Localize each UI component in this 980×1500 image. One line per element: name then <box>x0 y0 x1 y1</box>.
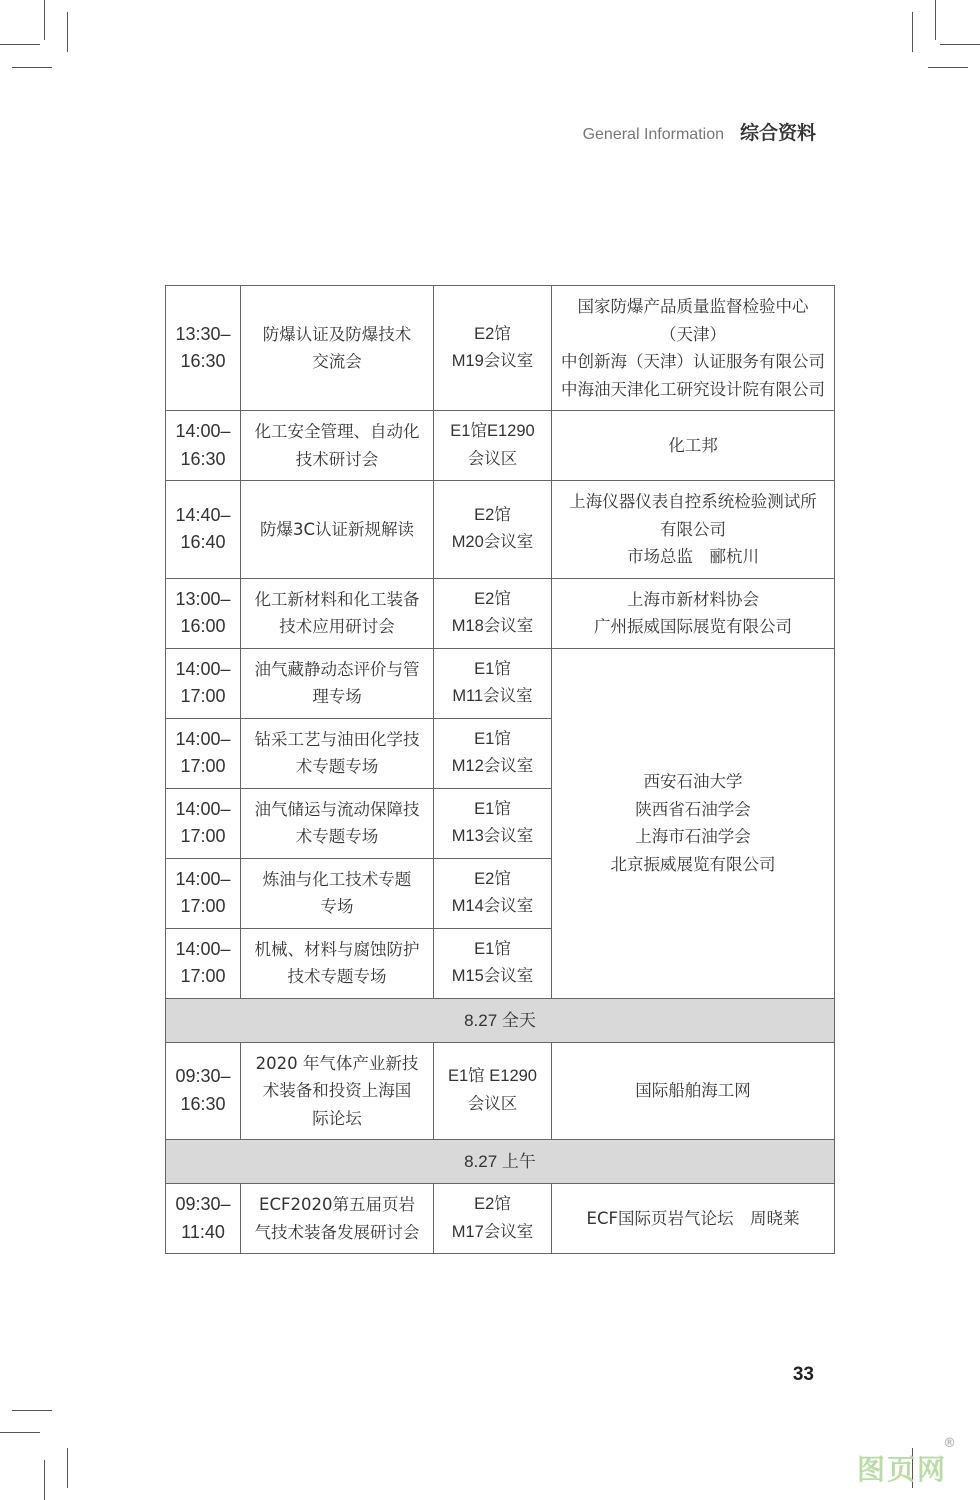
table-row <box>166 578 835 648</box>
section-row <box>166 998 835 1042</box>
organizer-cell: 国家防爆产品质量监督检验中心 （天津） 中创新海（天津）认证服务有限公司 中海油天津化工研究设计院有限公司 <box>552 286 835 411</box>
topic-cell: 机械、材料与腐蚀防护 技术专题专场 <box>241 928 434 998</box>
table-row <box>166 286 835 411</box>
venue-cell: E1馆 M15会议室 <box>434 928 552 998</box>
section-row <box>166 1140 835 1184</box>
topic-cell: 钻采工艺与油田化学技 术专题专场 <box>241 718 434 788</box>
organizer-cell: ECF国际页岩气论坛 周晓莱 <box>552 1184 835 1254</box>
crop-mark <box>44 1460 45 1500</box>
time-cell: 13:00– 16:00 <box>166 578 241 648</box>
topic-cell: 化工新材料和化工装备 技术应用研讨会 <box>241 578 434 648</box>
crop-mark <box>12 1410 52 1411</box>
running-header <box>583 118 816 145</box>
venue-cell: E1馆 M13会议室 <box>434 788 552 858</box>
time-cell: 13:30– 16:30 <box>166 286 241 411</box>
organizer-cell: 上海市新材料协会 广州振威国际展览有限公司 <box>552 578 835 648</box>
registered-mark: ® <box>943 1436 958 1451</box>
venue-cell: E1馆 M12会议室 <box>434 718 552 788</box>
crop-mark <box>12 67 52 68</box>
venue-cell: E1馆 E1290 会议区 <box>434 1042 552 1140</box>
time-cell: 14:00– 17:00 <box>166 858 241 928</box>
table-row <box>166 1184 835 1254</box>
venue-cell: E2馆 M20会议室 <box>434 481 552 579</box>
topic-cell: ECF2020第五届页岩 气技术装备发展研讨会 <box>241 1184 434 1254</box>
crop-mark <box>0 44 40 45</box>
topic-cell: 防爆3C认证新规解读 <box>241 481 434 579</box>
crop-mark <box>67 1448 68 1488</box>
crop-mark <box>67 12 68 52</box>
time-cell: 14:00– 16:30 <box>166 411 241 481</box>
organizer-cell: 国际船舶海工网 <box>552 1042 835 1140</box>
section-heading: 8.27 全天 <box>166 998 835 1042</box>
table-row <box>166 411 835 481</box>
organizer-cell: 上海仪器仪表自控系统检验测试所 有限公司 市场总监 郦杭川 <box>552 481 835 579</box>
time-cell: 14:00– 17:00 <box>166 928 241 998</box>
watermark-logo <box>856 1436 962 1488</box>
topic-cell: 2020 年气体产业新技 术装备和投资上海国 际论坛 <box>241 1042 434 1140</box>
topic-cell: 炼油与化工技术专题 专场 <box>241 858 434 928</box>
time-cell: 14:40– 16:40 <box>166 481 241 579</box>
venue-cell: E2馆 M17会议室 <box>434 1184 552 1254</box>
time-cell: 09:30– 16:30 <box>166 1042 241 1140</box>
schedule-table <box>165 285 835 1254</box>
topic-cell: 防爆认证及防爆技术 交流会 <box>241 286 434 411</box>
crop-mark <box>0 1432 40 1433</box>
table-row <box>166 1042 835 1140</box>
crop-mark <box>928 67 968 68</box>
venue-cell: E2馆 M19会议室 <box>434 286 552 411</box>
topic-cell: 油气藏静动态评价与管 理专场 <box>241 648 434 718</box>
organizer-cell: 化工邦 <box>552 411 835 481</box>
header-english: General Information <box>582 126 724 143</box>
time-cell: 14:00– 17:00 <box>166 788 241 858</box>
topic-cell: 油气储运与流动保障技 术专题专场 <box>241 788 434 858</box>
venue-cell: E2馆 M14会议室 <box>434 858 552 928</box>
time-cell: 09:30– 11:40 <box>166 1184 241 1254</box>
header-chinese: 综合资料 <box>739 122 816 144</box>
table-row <box>166 648 835 718</box>
venue-cell: E1馆 M11会议室 <box>434 648 552 718</box>
table-row <box>166 481 835 579</box>
venue-cell: E1馆E1290 会议区 <box>434 411 552 481</box>
crop-mark <box>935 0 936 40</box>
venue-cell: E2馆 M18会议室 <box>434 578 552 648</box>
crop-mark <box>44 0 45 40</box>
watermark-text: 图页网 <box>856 1453 947 1486</box>
time-cell: 14:00– 17:00 <box>166 648 241 718</box>
crop-mark <box>940 44 980 45</box>
crop-mark <box>912 12 913 52</box>
page-number: 33 <box>792 1364 814 1385</box>
topic-cell: 化工安全管理、自动化 技术研讨会 <box>241 411 434 481</box>
section-heading: 8.27 上午 <box>166 1140 835 1184</box>
time-cell: 14:00– 17:00 <box>166 718 241 788</box>
shared-organizer-cell: 西安石油大学 陕西省石油学会 上海市石油学会 北京振威展览有限公司 <box>552 648 835 998</box>
